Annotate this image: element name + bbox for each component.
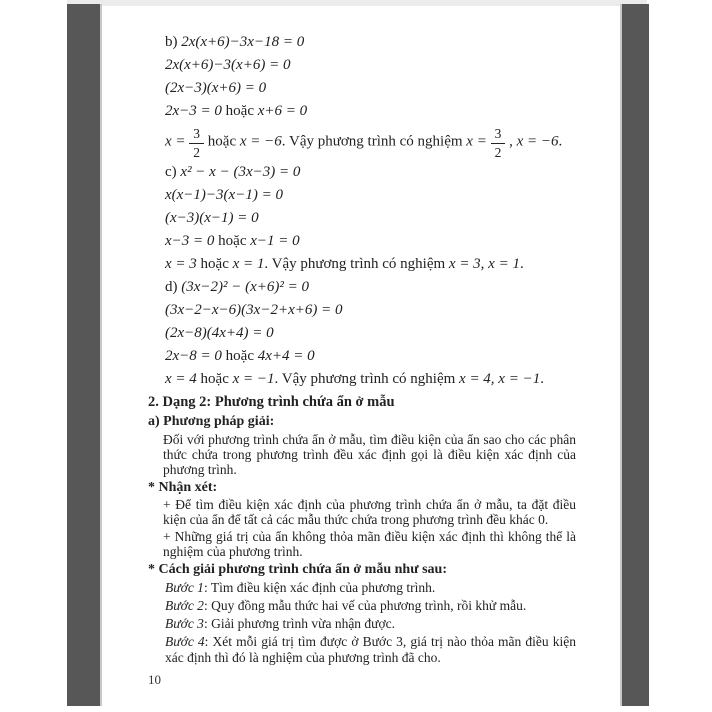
math-text: x = 3 xyxy=(165,256,197,272)
note-item: + Để tìm điều kiện xác định của phương trình chứa ẩn ở mẫu, ta đặt điều kiện của ẩn để tất cả các mẫu thức chứa trong phương trình đều khác 0. xyxy=(163,497,576,527)
steps-heading: * Cách giải phương trình chứa ẩn ở mẫu như sau: xyxy=(148,562,447,577)
math-text: x(x−1)−3(x−1) = 0 xyxy=(165,187,283,203)
math-text: x = 3, x = 1 xyxy=(448,256,520,272)
math-text: x = xyxy=(165,133,190,150)
equation-line xyxy=(165,256,576,272)
roman-text: hoặc xyxy=(214,233,251,249)
math-text: x = −6 xyxy=(239,133,282,150)
step-label: Bước 2 xyxy=(165,598,204,613)
math-text: 2x−8 = 0 xyxy=(165,348,222,364)
equation-line xyxy=(165,210,576,226)
math-text: (3x−2−x−6)(3x−2+x+6) = 0 xyxy=(165,302,343,318)
math-text: x = −1 xyxy=(232,371,275,387)
math-text: 2x(x+6)−3x−18 = 0 xyxy=(181,34,305,50)
note-heading: * Nhận xét: xyxy=(148,480,218,495)
roman-text: hoặc xyxy=(204,133,240,150)
step-label: Bước 1 xyxy=(165,580,204,595)
step-item: Bước 2: Quy đồng mẫu thức hai vế của phương trình, rồi khử mẫu. xyxy=(165,598,527,613)
roman-text: b) xyxy=(165,34,182,50)
step-item: Bước 3: Giải phương trình vừa nhận được. xyxy=(165,616,396,631)
math-text: x = 4, x = −1 xyxy=(459,371,541,387)
equation-line xyxy=(165,325,576,341)
book-edge-right xyxy=(620,4,649,706)
roman-text: . Vậy phương trình có nghiệm xyxy=(281,133,467,150)
math-text: x+6 = 0 xyxy=(257,103,308,119)
step-list xyxy=(148,580,576,666)
roman-text: . xyxy=(519,256,524,272)
math-text: (2x−3)(x+6) = 0 xyxy=(165,80,267,96)
fraction: $\frac{3}{2}$ xyxy=(189,126,204,159)
math-text: 4x+4 = 0 xyxy=(257,348,315,364)
equation-line xyxy=(165,371,576,387)
roman-text: , xyxy=(505,133,517,150)
note-list xyxy=(148,497,576,559)
equation-line xyxy=(165,57,576,73)
math-text: 2x−3 = 0 xyxy=(165,103,222,119)
math-text: x² − x − (3x−3) = 0 xyxy=(180,164,301,180)
math-text: x = −6 xyxy=(516,133,559,150)
math-text: x = 4 xyxy=(165,371,197,387)
math-text: x−1 = 0 xyxy=(250,233,300,249)
note-item: + Những giá trị của ẩn không thỏa mãn điều kiện xác định thì không thể là nghiệm của phương trình. xyxy=(163,529,576,559)
fraction: $\frac{3}{2}$ xyxy=(491,126,506,159)
math-text: (2x−8)(4x+4) = 0 xyxy=(165,325,274,341)
method-heading: a) Phương pháp giải: xyxy=(148,414,275,429)
equation-line xyxy=(165,103,576,119)
math-text: 2x(x+6)−3(x+6) = 0 xyxy=(165,57,291,73)
roman-text: hoặc xyxy=(221,348,258,364)
equation-line xyxy=(165,348,576,364)
step-label: Bước 4 xyxy=(165,634,205,649)
page-content xyxy=(102,6,620,666)
book-edge-left xyxy=(67,4,102,706)
equation-line xyxy=(165,80,576,96)
math-text: x−3 = 0 xyxy=(165,233,215,249)
equation-line xyxy=(165,126,576,159)
step-label: Bước 3 xyxy=(165,616,204,631)
equation-line xyxy=(165,187,576,203)
math-text: x = 1 xyxy=(232,256,265,272)
math-text: x = xyxy=(466,133,491,150)
roman-text: . Vậy phương trình có nghiệm xyxy=(264,256,449,272)
equation-line xyxy=(165,34,576,50)
roman-text: hoặc xyxy=(196,371,233,387)
solution-lines xyxy=(148,34,576,387)
method-body: Đối với phương trình chứa ẩn ở mẫu, tìm điều kiện của ẩn sao cho các phân thức chứa trong phương trình đều xác định gọi là điều kiện xác định của phương trình. xyxy=(163,432,576,477)
equation-line xyxy=(165,233,576,249)
math-text: (x−3)(x−1) = 0 xyxy=(165,210,259,226)
step-item: Bước 1: Tìm điều kiện xác định của phương trình. xyxy=(165,580,436,595)
roman-text: . Vậy phương trình có nghiệm xyxy=(274,371,460,387)
roman-text: hoặc xyxy=(221,103,258,119)
roman-text: . xyxy=(540,371,544,387)
textbook-page xyxy=(102,6,620,712)
step-item: Bước 4: Xét mỗi giá trị tìm được ở Bước 3, giá trị nào thỏa mãn điều kiện xác định thì đó là nghiệm của phương trình đã cho. xyxy=(165,634,576,665)
equation-line xyxy=(165,279,576,295)
page-number: 10 xyxy=(148,672,161,687)
roman-text: hoặc xyxy=(196,256,233,272)
roman-text: . xyxy=(558,133,563,150)
equation-line xyxy=(165,302,576,318)
section-heading: 2. Dạng 2: Phương trình chứa ẩn ở mẫu xyxy=(148,394,395,410)
equation-line xyxy=(165,164,576,180)
math-text: (3x−2)² − (x+6)² = 0 xyxy=(181,279,310,295)
roman-text: c) xyxy=(165,164,181,180)
roman-text: d) xyxy=(165,279,182,295)
